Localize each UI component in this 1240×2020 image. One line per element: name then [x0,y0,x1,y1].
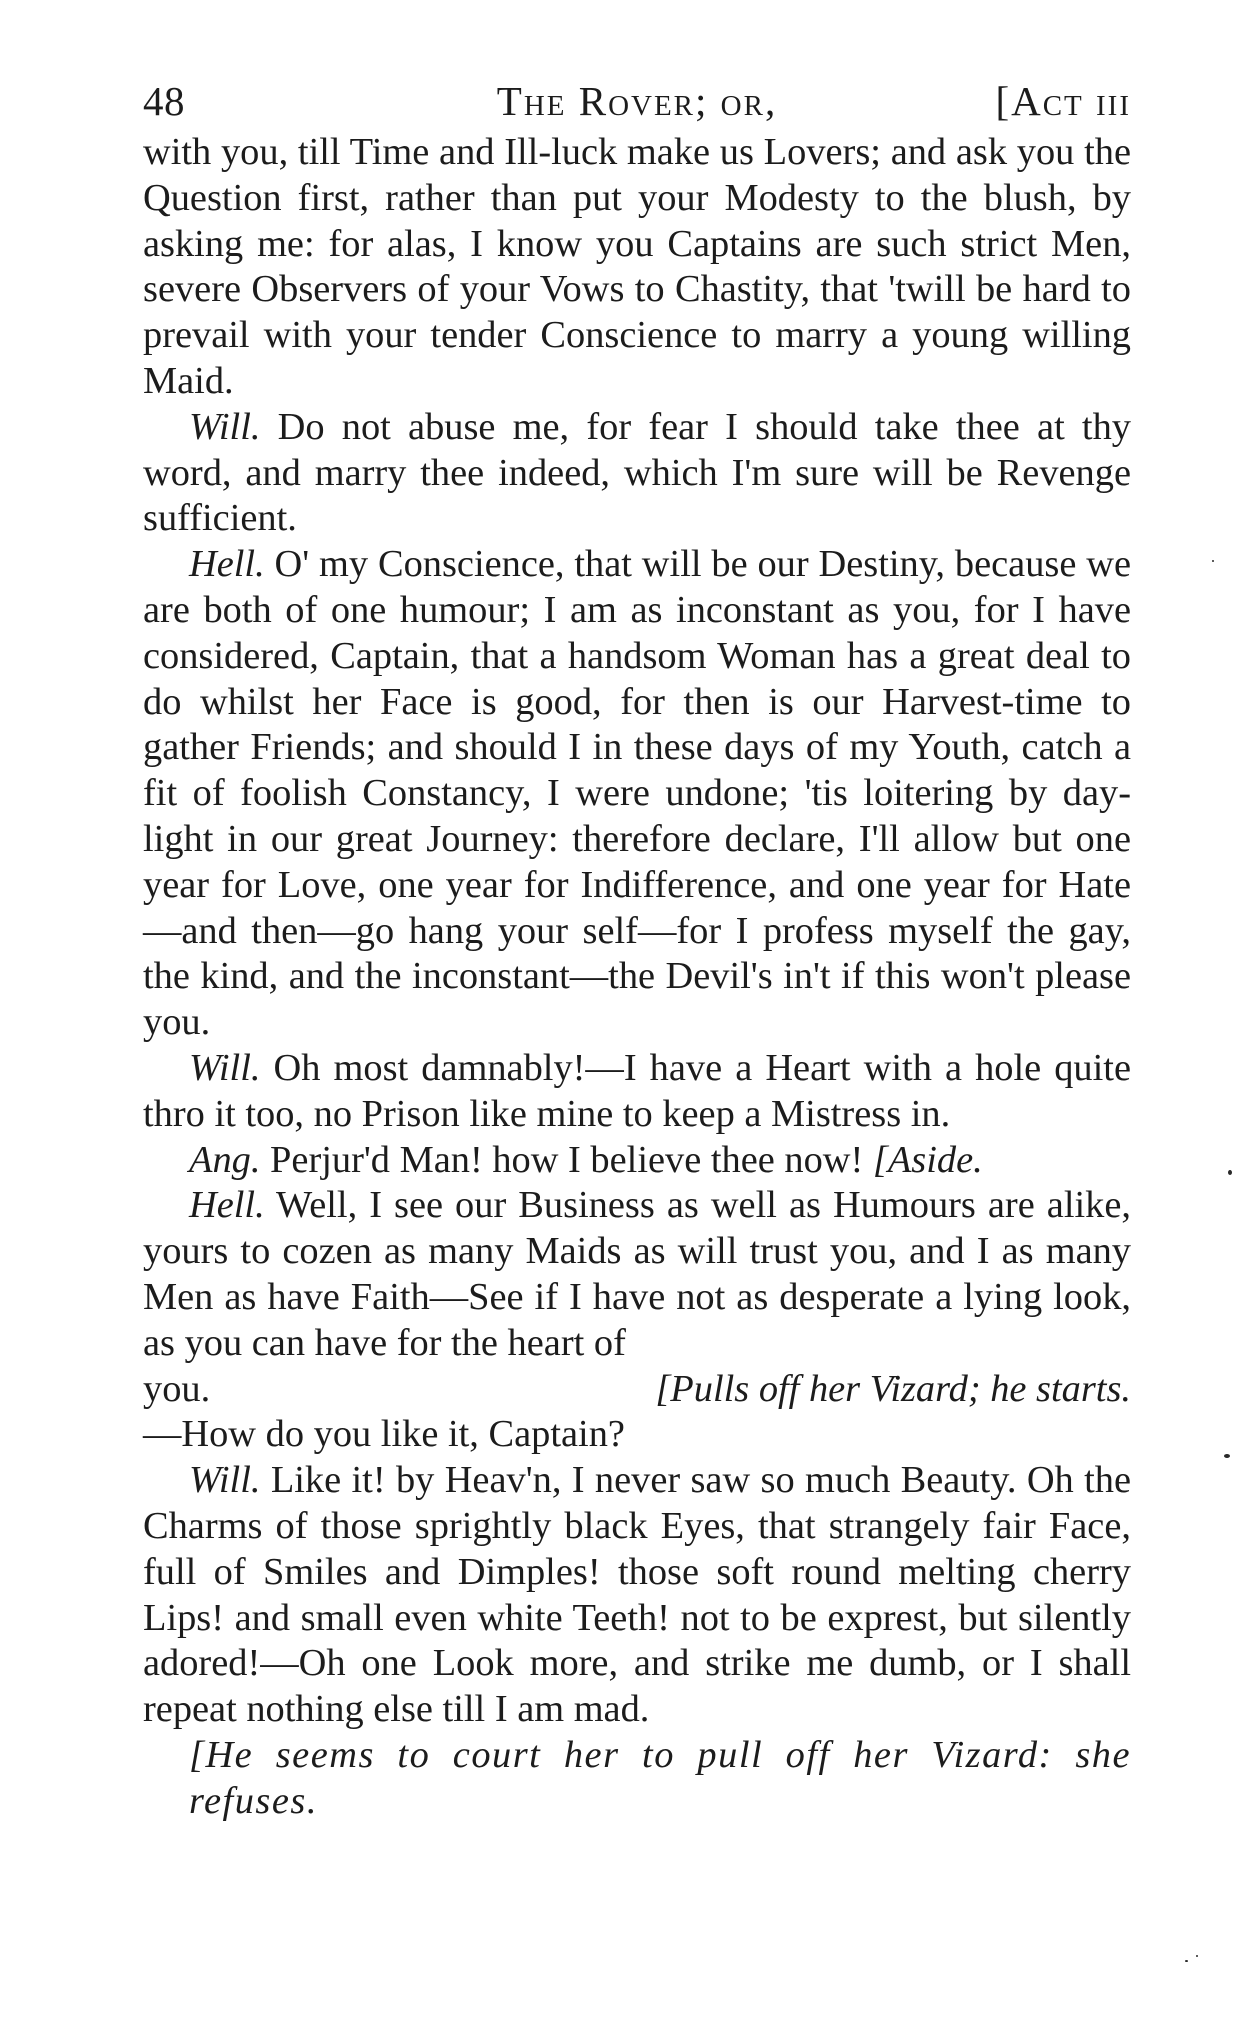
speech-text: Oh most damnably!—I have a Heart with a hole quite thro it too, no Prison like mine to keep a Mistress in. [143,1046,1131,1135]
page-number: 48 [143,78,185,124]
speech-text: O' my Conscience, that will be our Destiny, because we are both of one humour; I am as inconstant as you, for I have considered, Captain, that a handsom Woman has a great deal to do whilst her Face is good, for then is our Harvest-time to gather Friends; and should I in these days of my Youth, catch a fit of foolish Constancy, I were undone; 'tis loitering by day-light in our great Journey: therefore declare, I'll allow but one year for Love, one year for Indifference, and one year for Hate—and then—go hang your self—for I profess myself the gay, the kind, and the inconstant—the Devil's in't if this won't please you. [143,543,1131,1044]
speech-text: Do not abuse me, for fear I should take thee at thy word, and marry thee indeed, which I'm sure will be Revenge sufficient. [143,405,1131,540]
speech-willmore-3 [143,1458,1131,1733]
speech-text: Perjur'd Man! how I believe thee now! [260,1138,873,1181]
paper-speck [1212,560,1214,562]
running-title: The Rover; or, [496,78,778,124]
speech-continuation: —How do you like it, Captain? [143,1413,625,1456]
speech-text: Well, I see our Business as well as Humours are alike, yours to cozen as many Maids as will trust you, and I as many Men as have Faith—See if I have not as desperate a lying look, as you can have for the heart of [143,1184,1131,1364]
speaker-name: Will. [189,1459,261,1502]
speech-text-end: you. [143,1367,211,1410]
act-label: [Act iii [995,78,1131,124]
speaker-name: Ang. [189,1138,261,1181]
paper-speck [1196,1955,1198,1957]
stage-direction-final: [He seems to court her to pull off her Vizard: she refuses. [189,1733,1131,1822]
stage-direction: [Pulls off her Vizard; he starts. [655,1367,1131,1410]
speech-willmore-1 [143,405,1131,542]
speaker-name: Hell. [189,543,265,586]
paper-speck [1185,1960,1188,1962]
paper-speck [1224,1454,1230,1458]
running-head [143,72,1131,130]
speech-willmore-2 [143,1046,1131,1138]
stage-direction-aside: [Aside. [872,1138,983,1181]
speaker-name: Will. [189,1046,261,1089]
play-text [143,130,1131,1824]
speaker-name: Hell. [189,1184,265,1227]
speech-angellica-1 [143,1138,1131,1184]
speech-text: Like it! by Heav'n, I never saw so much Beauty. Oh the Charms of those sprightly black Eyes, that strangely fair Face, full of Smiles and Dimples! those soft round melting cherry Lips! and small even white Teeth! not to be exprest, but silently adored!—Oh one Look more, and strike me dumb, or I shall repeat nothing else till I am mad. [143,1459,1131,1731]
split-line [143,1367,1131,1413]
speech-hellena-2 [143,1183,1131,1366]
continued-speech: with you, till Time and Ill-luck make us Lovers; and ask you the Question first, rather than put your Modesty to the blush, by asking me: for alas, I know you Captains are such strict Men, severe Observers of your Vows to Chastity, that 'twill be hard to prevail with your tender Conscience to marry a young willing Maid. [143,131,1131,402]
speaker-name: Will. [189,405,261,448]
paper-speck [1228,1170,1232,1175]
speech-hellena-1 [143,542,1131,1046]
book-page [143,72,1131,1824]
